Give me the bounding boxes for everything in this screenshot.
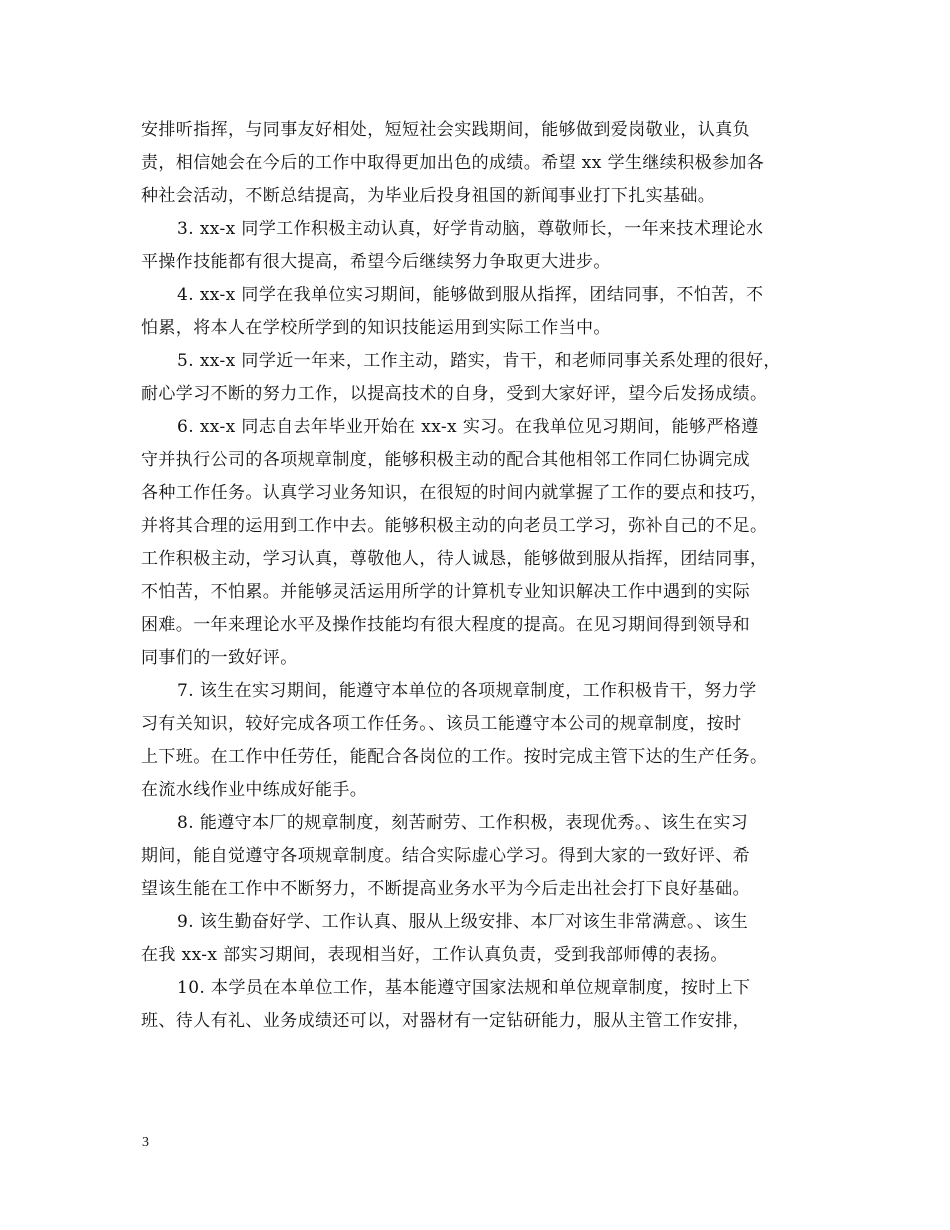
text-line: 工作积极主动，学习认真，尊敬他人，待人诚恳，能够做到服从指挥，团结同事，: [141, 549, 768, 569]
text-line: 在我 xx-x 部实习期间，表现相当好，工作认真负责，受到我部师傅的表扬。: [141, 945, 728, 965]
text-line: 各种工作任务。认真学习业务知识，在很短的时间内就掌握了工作的要点和技巧，: [141, 483, 768, 503]
text-line: 安排听指挥，与同事友好相处，短短社会实践期间，能够做到爱岗敬业，认真负: [141, 120, 750, 140]
text-line: 平操作技能都有很大提高，希望今后继续努力争取更大进步。: [141, 252, 611, 272]
text-line: 困难。一年来理论水平及操作技能均有很大程度的提高。在见习期间得到领导和: [141, 615, 750, 635]
text-line: 望该生能在工作中不断努力，不断提高业务水平为今后走出社会打下良好基础。: [141, 879, 750, 899]
text-line: 期间，能自觉遵守各项规章制度。结合实际虚心学习。得到大家的一致好评、希: [141, 846, 750, 866]
text-line: 在流水线作业中练成好能手。: [141, 780, 368, 800]
text-line: 并将其合理的运用到工作中去。能够积极主动的向老员工学习，弥补自己的不足。: [141, 516, 768, 536]
text-line: 同事们的一致好评。: [141, 648, 298, 668]
text-line: 7. 该生在实习期间，能遵守本单位的各项规章制度，工作积极肯干，努力学: [177, 681, 757, 701]
text-line: 9. 该生勤奋好学、工作认真、服从上级安排、本厂对该生非常满意。、该生: [177, 912, 749, 932]
text-line: 上下班。在工作中任劳任，能配合各岗位的工作。按时完成主管下达的生产任务。: [141, 747, 768, 767]
document-body: [141, 114, 821, 1038]
text-line: 怕累，将本人在学校所学到的知识技能运用到实际工作当中。: [141, 318, 611, 338]
page-number: 3: [142, 1135, 149, 1150]
text-line: 习有关知识，较好完成各项工作任务。、该员工能遵守本公司的规章制度，按时: [141, 714, 742, 734]
text-line: 耐心学习不断的努力工作，以提高技术的自身，受到大家好评，望今后发扬成绩。: [141, 384, 768, 404]
text-line: 责，相信她会在今后的工作中取得更加出色的成绩。希望 xx 学生继续积极参加各: [141, 153, 765, 173]
text-line: 6. xx-x 同志自去年毕业开始在 xx-x 实习。在我单位见习期间，能够严格遵: [177, 417, 759, 437]
text-line: 种社会活动，不断总结提高，为毕业后投身祖国的新闻事业打下扎实基础。: [141, 186, 716, 206]
text-line: 4. xx-x 同学在我单位实习期间，能够做到服从指挥，团结同事，不怕苦，不: [177, 285, 764, 305]
text-line: 班、待人有礼、业务成绩还可以，对器材有一定钻研能力，服从主管工作安排，: [141, 1011, 750, 1031]
text-line: 3. xx-x 同学工作积极主动认真，好学肯动脑，尊敬师长，一年来技术理论水: [177, 219, 764, 239]
text-line: 不怕苦，不怕累。并能够灵活运用所学的计算机专业知识解决工作中遇到的实际: [141, 582, 750, 602]
text-line: 守并执行公司的各项规章制度，能够积极主动的配合其他相邻工作同仁协调完成: [141, 450, 750, 470]
text-line: 10. 本学员在本单位工作，基本能遵守国家法规和单位规章制度，按时上下: [177, 978, 751, 998]
text-line: 5. xx-x 同学近一年来，工作主动，踏实，肯干，和老师同事关系处理的很好，: [177, 351, 781, 371]
text-line: 8. 能遵守本厂的规章制度，刻苦耐劳、工作积极，表现优秀。、该生在实习: [177, 813, 749, 833]
